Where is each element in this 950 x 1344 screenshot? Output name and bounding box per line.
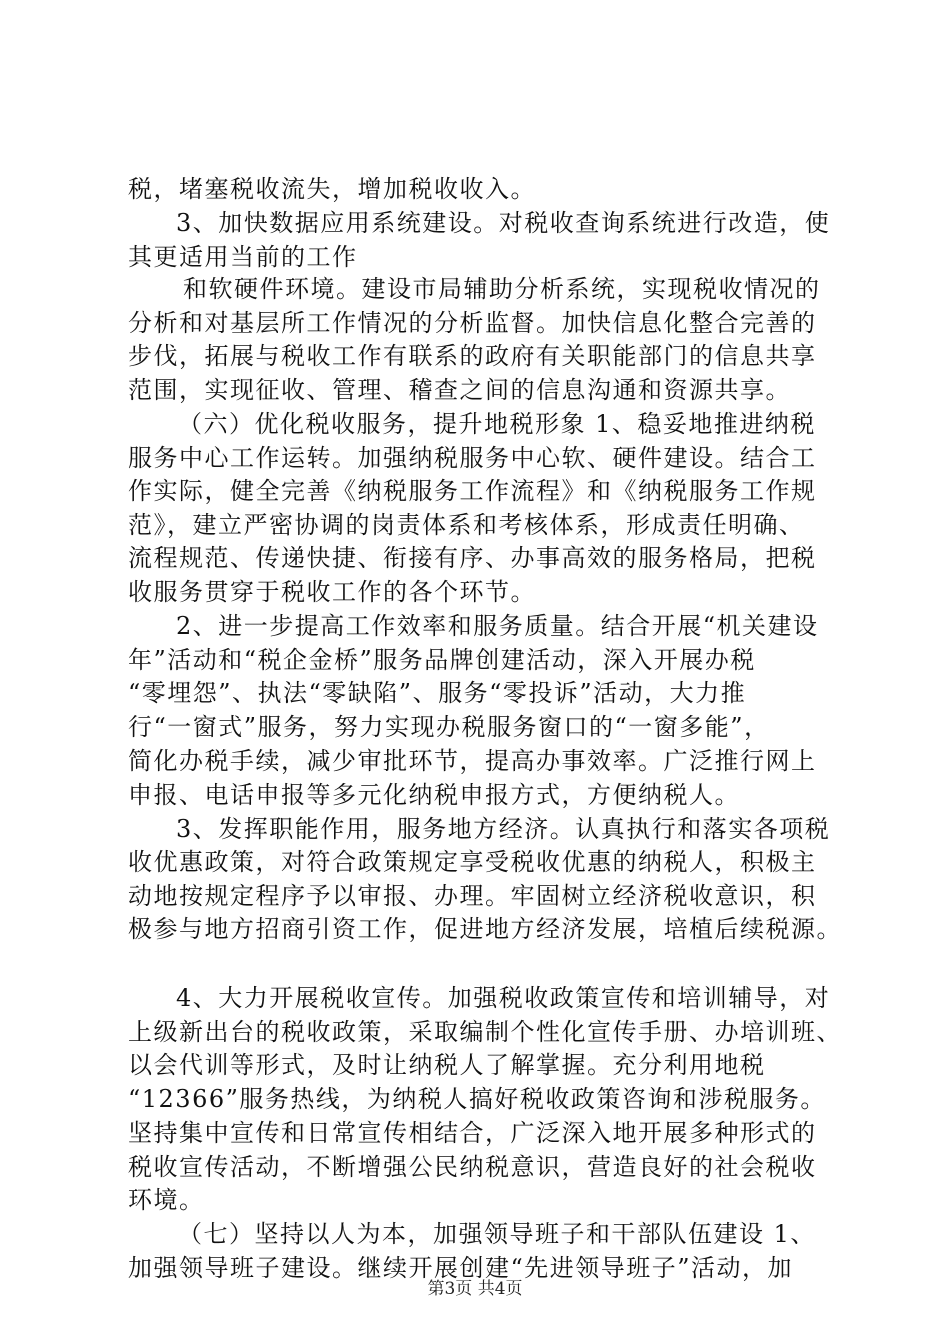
text-line: 流程规范、传递快捷、衔接有序、办事高效的服务格局，把税 bbox=[128, 544, 817, 572]
text-line: 作实际，健全完善《纳税服务工作流程》和《纳税服务工作规 bbox=[128, 477, 817, 505]
text-line: 上级新出台的税收政策，采取编制个性化宣传手册、办培训班、 bbox=[128, 1018, 842, 1046]
text-line: （七）坚持以人为本，加强领导班子和干部队伍建设 1、 bbox=[178, 1220, 816, 1248]
text-line: 极参与地方招商引资工作，促进地方经济发展，培植后续税源。 bbox=[128, 915, 842, 943]
text-line: “零埋怨”、执法“零缺陷”、服务“零投诉”活动，大力推 bbox=[128, 679, 747, 707]
text-line: 收服务贯穿于税收工作的各个环节。 bbox=[128, 578, 536, 606]
text-line: 环境。 bbox=[128, 1186, 205, 1214]
text-line: 分析和对基层所工作情况的分析监督。加快信息化整合完善的 bbox=[128, 309, 817, 337]
text-line: 服务中心工作运转。加强纳税服务中心软、硬件建设。结合工 bbox=[128, 444, 817, 472]
text-line: “12366”服务热线，为纳税人搞好税收政策咨询和涉税服务。 bbox=[128, 1085, 826, 1113]
text-line: 3、加快数据应用系统建设。对税收查询系统进行改造，使 bbox=[176, 209, 831, 237]
text-line: 范围，实现征收、管理、稽查之间的信息沟通和资源共享。 bbox=[128, 376, 791, 404]
text-line: 步伐，拓展与税收工作有联系的政府有关职能部门的信息共享 bbox=[128, 342, 817, 370]
text-line: 2、进一步提高工作效率和服务质量。结合开展“机关建设 bbox=[176, 612, 819, 640]
text-line: （六）优化税收服务，提升地税形象 1、稳妥地推进纳税 bbox=[178, 410, 816, 438]
text-line: 4、大力开展税收宣传。加强税收政策宣传和培训辅导，对 bbox=[176, 984, 831, 1012]
text-line: 其更适用当前的工作 bbox=[128, 243, 358, 271]
text-line: 年”活动和“税企金桥”服务品牌创建活动，深入开展办税 bbox=[128, 646, 756, 674]
text-line: 坚持集中宣传和日常宣传相结合，广泛深入地开展多种形式的 bbox=[128, 1119, 817, 1147]
text-line: 税，堵塞税收流失，增加税收收入。 bbox=[128, 175, 536, 203]
text-line: 范》，建立严密协调的岗责体系和考核体系，形成责任明确、 bbox=[128, 511, 805, 539]
text-line: 以会代训等形式，及时让纳税人了解掌握。充分利用地税 bbox=[128, 1051, 766, 1079]
text-line: 收优惠政策，对符合政策规定享受税收优惠的纳税人，积极主 bbox=[128, 848, 817, 876]
text-line: 3、发挥职能作用，服务地方经济。认真执行和落实各项税 bbox=[176, 815, 831, 843]
text-line: 简化办税手续，减少审批环节，提高办事效率。广泛推行网上 bbox=[128, 747, 817, 775]
page-number-footer: 第3页 共4页 bbox=[427, 1279, 523, 1299]
text-line: 加强领导班子建设。继续开展创建“先进领导班子”活动，加 bbox=[128, 1254, 794, 1282]
text-line: 申报、电话申报等多元化纳税申报方式，方便纳税人。 bbox=[128, 781, 740, 809]
text-line: 动地按规定程序予以审报、办理。牢固树立经济税收意识，积 bbox=[128, 882, 817, 910]
text-line: 和软硬件环境。建设市局辅助分析系统，实现税收情况的 bbox=[183, 275, 821, 303]
text-line: 税收宣传活动，不断增强公民纳税意识，营造良好的社会税收 bbox=[128, 1153, 817, 1181]
text-line: 行“一窗式”服务，努力实现办税服务窗口的“一窗多能”， bbox=[128, 713, 770, 741]
